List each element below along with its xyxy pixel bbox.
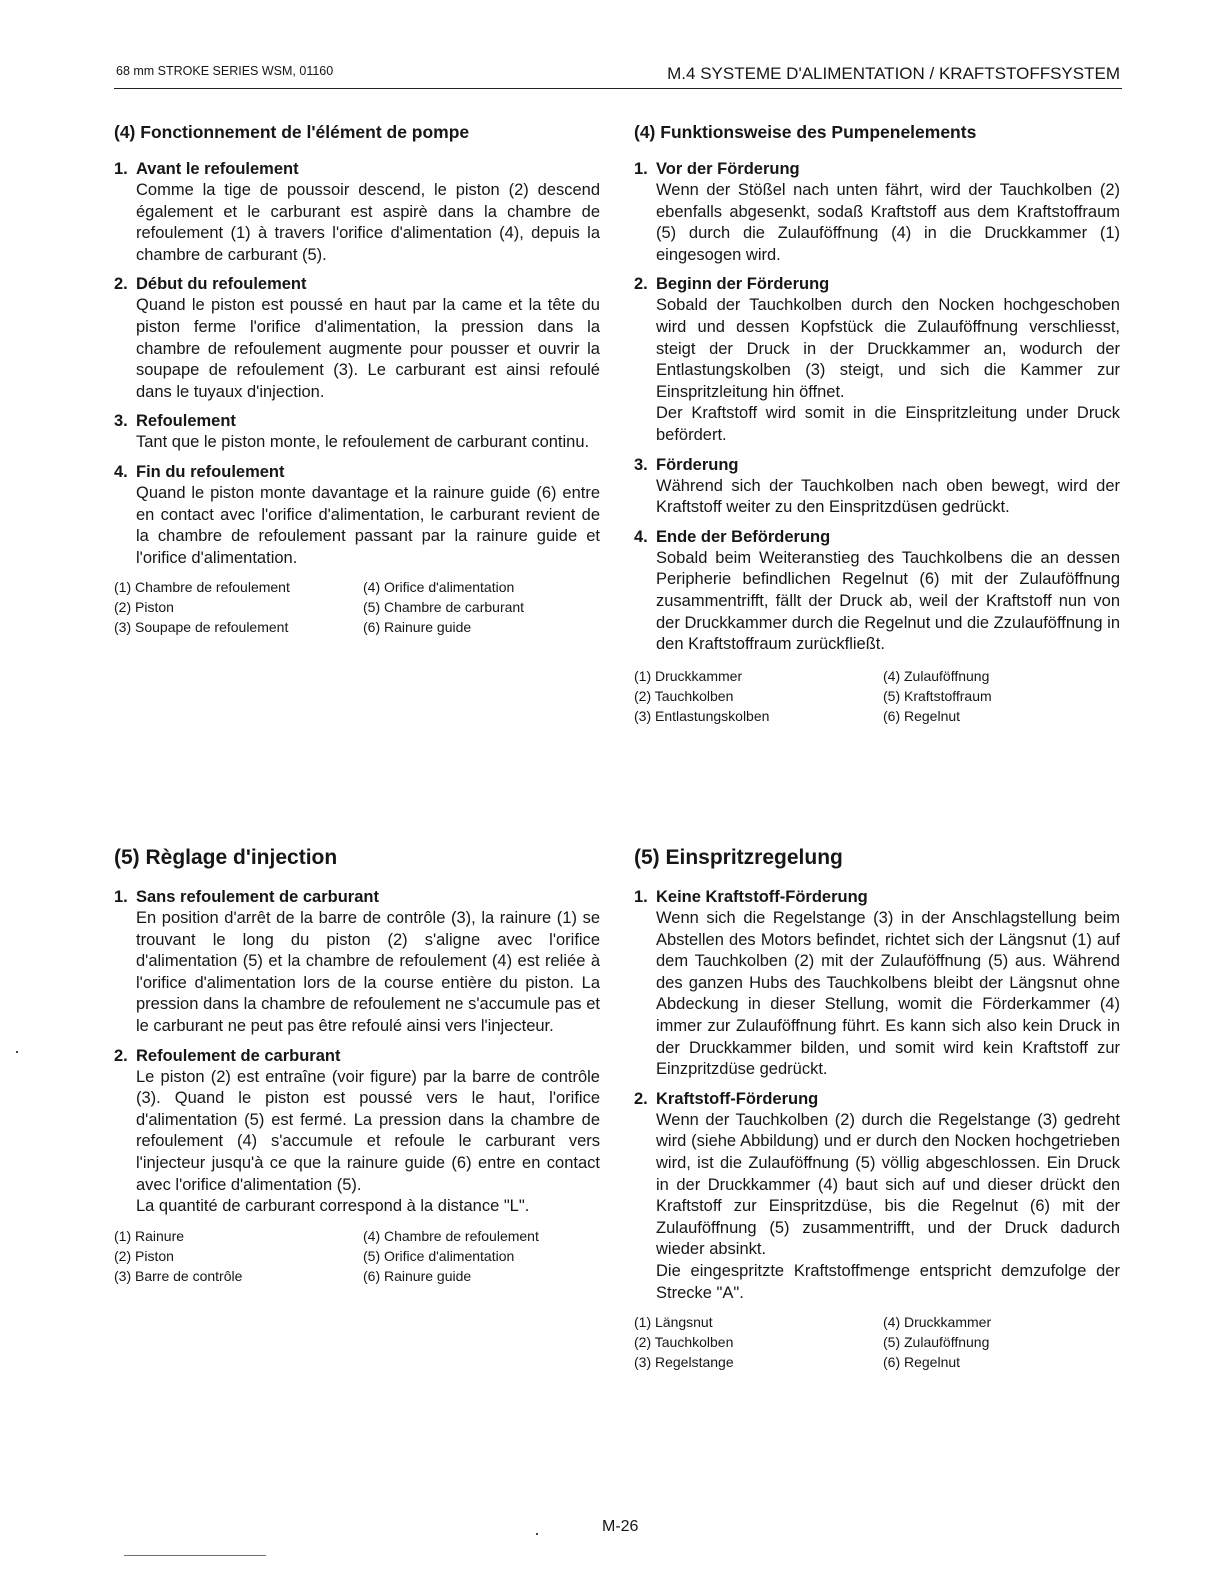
list-item (634, 158, 1120, 266)
fr-s5-list (114, 886, 600, 1218)
fr-s4-list (114, 158, 600, 569)
item-title: Refoulement (136, 412, 236, 431)
item-title: Kraftstoff-Förderung (656, 1089, 819, 1108)
item-number: 1. (114, 160, 128, 178)
item-text-2: Die eingespritzte Kraftstoffmenge entspricht demzufolge der Strecke "A". (656, 1261, 1120, 1302)
item-title: Début du refoulement (136, 275, 307, 294)
item-text: En position d'arrêt de la barre de contrôle (3), la rainure (1) se trouvant le long du piston (2) s'aligne avec l'orifice d'alimentation (5) et la chambre de refoulement (4) est reliée à l'orifice d'alimentation lors de la course entière du piston. La pression dans la chambre de refoulement ne s'accumule pas et le carburant ne peut pas être refoulé ainsi vers l'injecteur. (136, 909, 600, 1035)
fr-s4-title: (4) Fonctionnement de l'élément de pompe (114, 122, 470, 142)
legend-item: (2) Tauchkolben (634, 687, 734, 704)
legend-item: (6) Rainure guide (363, 619, 472, 636)
item-text: Comme la tige de poussoir descend, le piston (2) descend également et le carburant est aspirè dans la chambre de refoulement (1) à travers l'orifice d'alimentation (4), depuis la chambre de carburant (5). (136, 181, 600, 264)
legend-item: (4) Chambre de refoulement (363, 1227, 539, 1244)
legend-item: (4) Zulauföffnung (883, 667, 990, 684)
legend-item: (5) Chambre de carburant (363, 599, 525, 616)
item-title: Sans refoulement de carburant (136, 888, 379, 906)
fr-s4-legend (114, 577, 600, 637)
legend-item: (3) Regelstange (634, 1354, 734, 1371)
legend-item: (5) Kraftstoffraum (883, 687, 992, 704)
item-number: 3. (114, 412, 128, 431)
item-number: 4. (634, 527, 648, 546)
item-text: Wenn der Stößel nach unten fährt, wird der Tauchkolben (2) ebenfalls abgesenkt, sodaß Kraftstoff aus dem Kraftstoffraum (5) durch die Zulauföffnung (4) in die Druckkammer (1) eingesogen wird. (656, 181, 1120, 264)
header-right: M.4 SYSTEME D'ALIMENTATION / KRAFTSTOFFSYSTEM (667, 64, 1120, 83)
item-text: Während sich der Tauchkolben nach oben bewegt, wird der Kraftstoff weiter zu den Einspritzdüsen gedrückt. (656, 476, 1120, 517)
item-text: Sobald beim Weiteranstieg des Tauchkolbens die an dessen Peripherie befindlichen Regelnut (6) mit der Zulauföffnung zusammentrifft, fällt der Druck ab, weil der Kraftstoff nun von der Druckkammer durch die Regelnut und die Zzulauföffnung in den Kraftstoffraum zurückfließt. (656, 548, 1120, 654)
scan-mark-line (124, 1555, 266, 1556)
item-title: Refoulement de carburant (136, 1046, 341, 1065)
item-number: 2. (114, 1046, 128, 1065)
item-number: 2. (634, 1089, 648, 1108)
legend-item: (3) Soupape de refoulement (114, 619, 289, 636)
fr-s5-title: (5) Règlage d'injection (114, 846, 338, 869)
item-text: Wenn der Tauchkolben (2) durch die Regelstange (3) gedreht wird (siehe Abbildung) und er durch den Nocken hochgetrieben wird, ist die Zulauföffnung (5) völlig abgeschlossen. Ein Druck in der Druckkammer (4) baut sich auf und dieser drückt den Kraftstoff zur Einspritzdüse, bis die Regelnut (6) mit der Zulauföffnung (5) zusammentrifft, und der Druck dadurch wieder absinkt. (656, 1110, 1120, 1259)
list-item (114, 158, 600, 266)
item-title: Vor der Förderung (656, 160, 800, 178)
legend-item: (6) Regelnut (883, 1354, 961, 1371)
legend-item: (2) Piston (114, 1247, 174, 1264)
legend-item: (4) Orifice d'alimentation (363, 579, 515, 596)
de-section-5 (634, 844, 1120, 1372)
legend-item: (2) Tauchkolben (634, 1334, 734, 1351)
list-item (634, 1088, 1120, 1304)
fr-section-5 (114, 844, 600, 1286)
fr-s5-legend (114, 1226, 600, 1286)
de-section-4 (634, 120, 1120, 726)
legend-item: (6) Rainure guide (363, 1267, 472, 1284)
item-text: Quand le piston est poussé en haut par la came et la tête du piston ferme l'orifice d'alimentation, la pression dans la chambre de refoulement augmente pour pousser et ouvrir la soupape de refoulement (3). Le carburant est ainsi refoulé dans le tuyaux d'injection. (136, 296, 600, 401)
page-number: M-26 (602, 1518, 639, 1535)
de-s5-list (634, 886, 1120, 1304)
header-rule (114, 88, 1122, 89)
item-number: 1. (114, 888, 128, 906)
item-number: 2. (634, 275, 648, 294)
scan-speck (536, 1533, 538, 1535)
de-s5-title: (5) Einspritzregelung (634, 846, 843, 869)
de-s4-list (634, 158, 1120, 656)
item-number: 3. (634, 455, 648, 474)
list-item (634, 454, 1120, 519)
legend-item: (3) Entlastungskolben (634, 707, 770, 724)
item-title: Beginn der Förderung (656, 275, 830, 294)
item-number: 1. (634, 888, 648, 906)
header-left: 68 mm STROKE SERIES WSM, 01160 (116, 64, 334, 78)
list-item (114, 886, 600, 1038)
list-item (114, 273, 600, 403)
de-s5-legend (634, 1312, 1120, 1372)
list-item (634, 273, 1120, 446)
item-text: Sobald der Tauchkolben durch den Nocken hochgeschoben wird und dessen Kopfstück die Zulauföffnung verschliesst, steigt der Druck in der Druckkammer an, wodurch der Entlastungskolben (3) steigt, und sich die Kammer zur Einspritzleitung hin öffnet. (656, 296, 1120, 401)
de-s4-legend (634, 666, 1120, 726)
legend-item: (3) Barre de contrôle (114, 1267, 243, 1284)
de-s4-title: (4) Funktionsweise des Pumpenelements (634, 122, 977, 142)
list-item (634, 886, 1120, 1081)
scan-speck (16, 1051, 18, 1053)
item-title: Ende der Beförderung (656, 527, 831, 546)
legend-item: (1) Rainure (114, 1227, 185, 1244)
item-number: 4. (114, 462, 128, 481)
list-item (114, 461, 600, 569)
item-number: 1. (634, 160, 648, 178)
list-item (114, 410, 600, 454)
legend-item: (5) Zulauföffnung (883, 1334, 990, 1351)
legend-item: (5) Orifice d'alimentation (363, 1247, 515, 1264)
legend-item: (1) Druckkammer (634, 667, 743, 684)
item-text: Quand le piston monte davantage et la rainure guide (6) entre en contact avec l'orifice d'alimentation, le carburant revient de la chambre de refoulement passant par la rainure guide et l'orifice d'alimentation. (136, 483, 600, 567)
item-title: Förderung (656, 455, 739, 474)
item-title: Fin du refoulement (136, 462, 285, 481)
item-number: 2. (114, 275, 128, 294)
list-item (634, 526, 1120, 656)
item-text: Wenn sich die Regelstange (3) in der Anschlagstellung beim Abstellen des Motors befindet, richtet sich der Längsnut (1) auf dem Tauchkolben (2) mit der Zulauföffnung (5) aus. Während des ganzen Hubs des Tauchkolbens bleibt der Längsnut ohne Abdeckung in dieser Stellung, womit die Förderkammer (4) immer zur Zulauföffnung führt. Es kann sich also kein Druck in der Druckkammer bilden, und somit wird kein Kraftstoff zur Einzpritzdüse gedrückt. (656, 909, 1120, 1079)
item-text-2: Der Kraftstoff wird somit in die Einspritzleitung under Druck befördert. (656, 404, 1120, 444)
legend-item: (4) Druckkammer (883, 1314, 992, 1331)
item-text: Tant que le piston monte, le refoulement de carburant continu. (136, 433, 590, 452)
item-title: Avant le refoulement (136, 160, 299, 178)
legend-item: (1) Chambre de refoulement (114, 579, 290, 596)
legend-item: (6) Regelnut (883, 707, 961, 724)
list-item (114, 1045, 600, 1218)
item-text: Le piston (2) est entraîne (voir figure) par la barre de contrôle (3). Quand le piston est poussé vers le haut, l'orifice d'alimentation (5) est fermé. La pression dans la chambre de refoulement (4) s'accumule et refoule le carburant vers l'injecteur jusqu'à ce que la rainure guide (6) entre en contact avec l'orifice d'alimentation (5). (136, 1067, 600, 1194)
fr-section-4 (114, 120, 600, 637)
legend-item: (1) Längsnut (634, 1314, 713, 1331)
item-title: Keine Kraftstoff-Förderung (656, 888, 868, 906)
item-text-2: La quantité de carburant correspond à la distance "L". (136, 1197, 530, 1216)
legend-item: (2) Piston (114, 599, 174, 616)
